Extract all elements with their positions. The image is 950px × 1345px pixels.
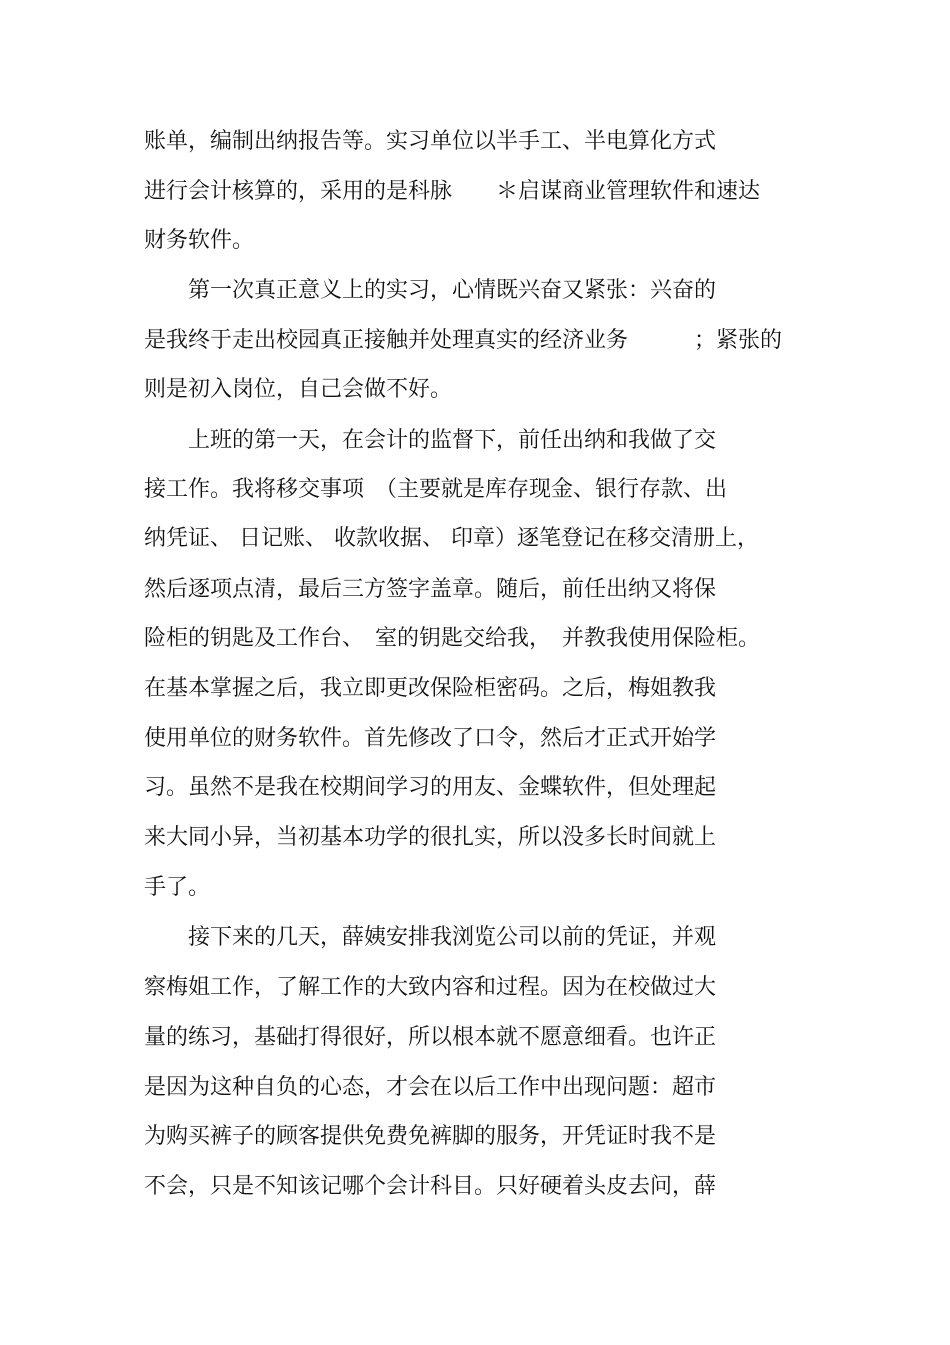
text-line: 纳凭证、 日记账、 收款收据、 印章）逐笔登记在移交清册上， xyxy=(144,526,759,551)
text-line: 来大同小异，当初基本功学的很扎实，所以没多长时间就上 xyxy=(144,825,717,850)
text-line: 然后逐项点清，最后三方签字盖章。随后，前任出纳又将保 xyxy=(144,577,717,602)
text-line: 险柜的钥匙及工作台、 室的钥匙交给我， 并教我使用保险柜。 xyxy=(144,626,761,651)
text-line: 财务软件。 xyxy=(144,228,255,253)
text-line: 上班的第一天，在会计的监督下，前任出纳和我做了交 xyxy=(144,428,717,453)
text-line: 习。虽然不是我在校期间学习的用友、金蝶软件，但处理起 xyxy=(144,775,717,800)
text-line: 接下来的几天，薛姨安排我浏览公司以前的凭证，并观 xyxy=(144,925,717,950)
text-line: 第一次真正意义上的实习，心情既兴奋又紧张：兴奋的 xyxy=(144,278,717,303)
text-line: 是我终于走出校园真正接触并处理真实的经济业务 ；紧张的 xyxy=(144,328,783,353)
text-line: 则是初入岗位，自己会做不好。 xyxy=(144,377,453,402)
text-line: 接工作。我将移交事项 （主要就是库存现金、银行存款、出 xyxy=(144,477,728,502)
text-line: 账单，编制出纳报告等。实习单位以半手工、半电算化方式 xyxy=(144,129,717,154)
text-line: 察梅姐工作，了解工作的大致内容和过程。因为在校做过大 xyxy=(144,975,717,1000)
text-line: 是因为这种自负的心态，才会在以后工作中出现问题：超市 xyxy=(144,1075,717,1100)
text-line: 为购买裤子的顾客提供免费免裤脚的服务，开凭证时我不是 xyxy=(144,1124,717,1149)
text-line: 量的练习，基础打得很好，所以根本就不愿意细看。也许正 xyxy=(144,1025,717,1050)
text-line: 使用单位的财务软件。首先修改了口令，然后才正式开始学 xyxy=(144,726,717,751)
text-line: 手了。 xyxy=(144,875,211,900)
text-line: 不会，只是不知该记哪个会计科目。只好硬着头皮去问，薛 xyxy=(144,1174,717,1199)
text-line: 进行会计核算的，采用的是科脉 ＊启谋商业管理软件和速达 xyxy=(144,179,761,204)
text-line: 在基本掌握之后，我立即更改保险柜密码。之后，梅姐教我 xyxy=(144,676,717,701)
